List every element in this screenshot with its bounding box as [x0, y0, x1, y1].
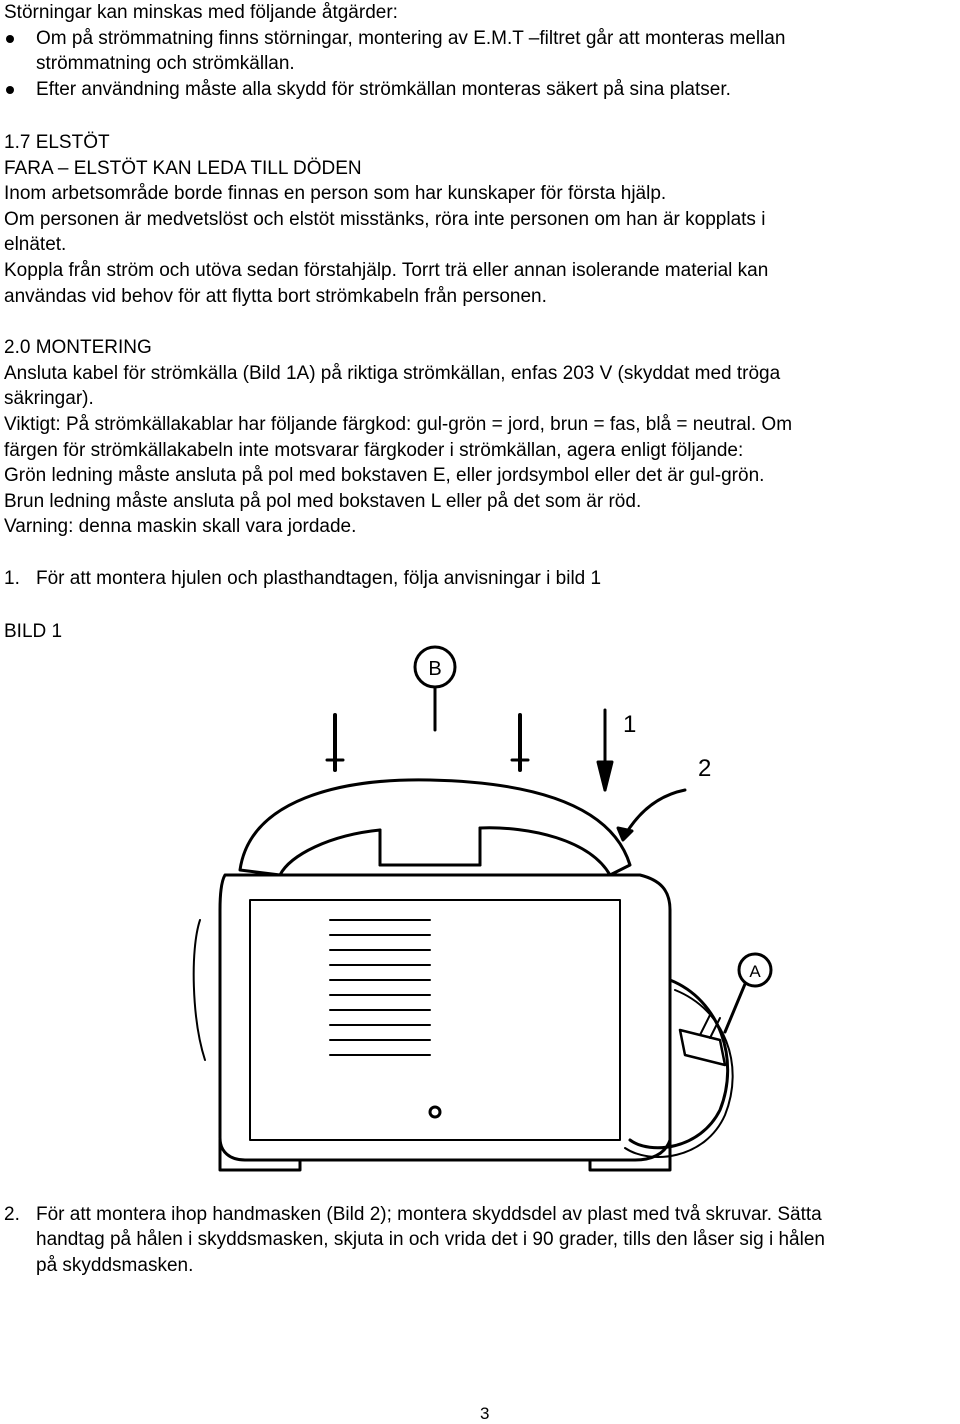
bullet-1-line-1: Om på strömmatning finns störningar, montering av E.M.T –filtret går att monteras mellan: [36, 28, 786, 49]
bullet-icon: [6, 35, 14, 43]
section-heading-montering: 2.0 MONTERING: [4, 337, 152, 358]
welder-body: [194, 875, 670, 1170]
screw-hole: [430, 1107, 440, 1117]
arrow-1-label: 1: [623, 711, 637, 738]
label-b: B: [428, 658, 442, 680]
paragraph-line: färgen för strömkällakabeln inte motsvarar färgkoder i strömkällan, agera enligt följande:: [4, 440, 744, 461]
intro-text: Störningar kan minskas med följande åtgärder:: [4, 2, 398, 23]
step-2-line-3: på skyddsmasken.: [36, 1255, 194, 1276]
paragraph-line: Varning: denna maskin skall vara jordade.: [4, 516, 357, 537]
paragraph-line: Grön ledning måste ansluta på pol med bokstaven E, eller jordsymbol eller det är gul-grön.: [4, 465, 765, 486]
paragraph-line: säkringar).: [4, 388, 94, 409]
screw-left-icon: [327, 715, 343, 770]
bullet-1-line-2: strömmatning och strömkällan.: [36, 53, 295, 74]
plastic-handle: [240, 780, 630, 875]
label-a: A: [749, 962, 761, 981]
bullet-2-line-1: Efter användning måste alla skydd för strömkällan monteras säkert på sina platser.: [36, 79, 731, 100]
welder-illustration: [180, 640, 800, 1180]
step-2-line-2: handtag på hålen i skyddsmasken, skjuta in och vrida det i 90 grader, tills den låser sig i hålen: [36, 1229, 825, 1250]
step-2-number: 2.: [4, 1204, 20, 1225]
label-a-callout: [725, 954, 771, 1032]
screw-right-icon: [512, 715, 528, 770]
bullet-icon: [6, 86, 14, 94]
paragraph-line: Ansluta kabel för strömkälla (Bild 1A) på riktiga strömkällan, enfas 203 V (skyddat med tröga: [4, 363, 781, 384]
paragraph-line: Viktigt: På strömkällakablar har följande färgkod: gul-grön = jord, brun = fas, blå = neutral. Om: [4, 414, 793, 435]
section-heading-elstot: 1.7 ELSTÖT: [4, 132, 110, 153]
paragraph-line: Inom arbetsområde borde finnas en person som har kunskaper för första hjälp.: [4, 183, 667, 204]
paragraph-line: Brun ledning måste ansluta på pol med bokstaven L eller på det som är röd.: [4, 491, 642, 512]
arrow-2-label: 2: [698, 755, 712, 782]
label-b-callout: [415, 647, 455, 730]
danger-warning: FARA – ELSTÖT KAN LEDA TILL DÖDEN: [4, 158, 362, 179]
arrow-1-icon: [598, 710, 636, 790]
paragraph-line: Koppla från ström och utöva sedan förstahjälp. Torrt trä eller annan isolerande material kan: [4, 260, 769, 281]
vent-slots: [330, 920, 430, 1055]
power-plug-icon: [680, 1015, 725, 1065]
step-2-line-1: För att montera ihop handmasken (Bild 2); montera skyddsdel av plast med två skruvar. Sätta: [36, 1204, 822, 1225]
power-cable: [625, 980, 733, 1157]
paragraph-line: elnätet.: [4, 234, 67, 255]
paragraph-line: Om personen är medvetslöst och elstöt misstänks, röra inte personen om han är kopplats i: [4, 209, 766, 230]
step-1-text: För att montera hjulen och plasthandtagen, följa anvisningar i bild 1: [36, 568, 602, 589]
arrow-2-icon: [618, 755, 711, 840]
figure-caption: BILD 1: [4, 621, 63, 642]
paragraph-line: användas vid behov för att flytta bort strömkabeln från personen.: [4, 286, 547, 307]
step-1-number: 1.: [4, 568, 20, 589]
page-number: 3: [480, 1404, 490, 1423]
